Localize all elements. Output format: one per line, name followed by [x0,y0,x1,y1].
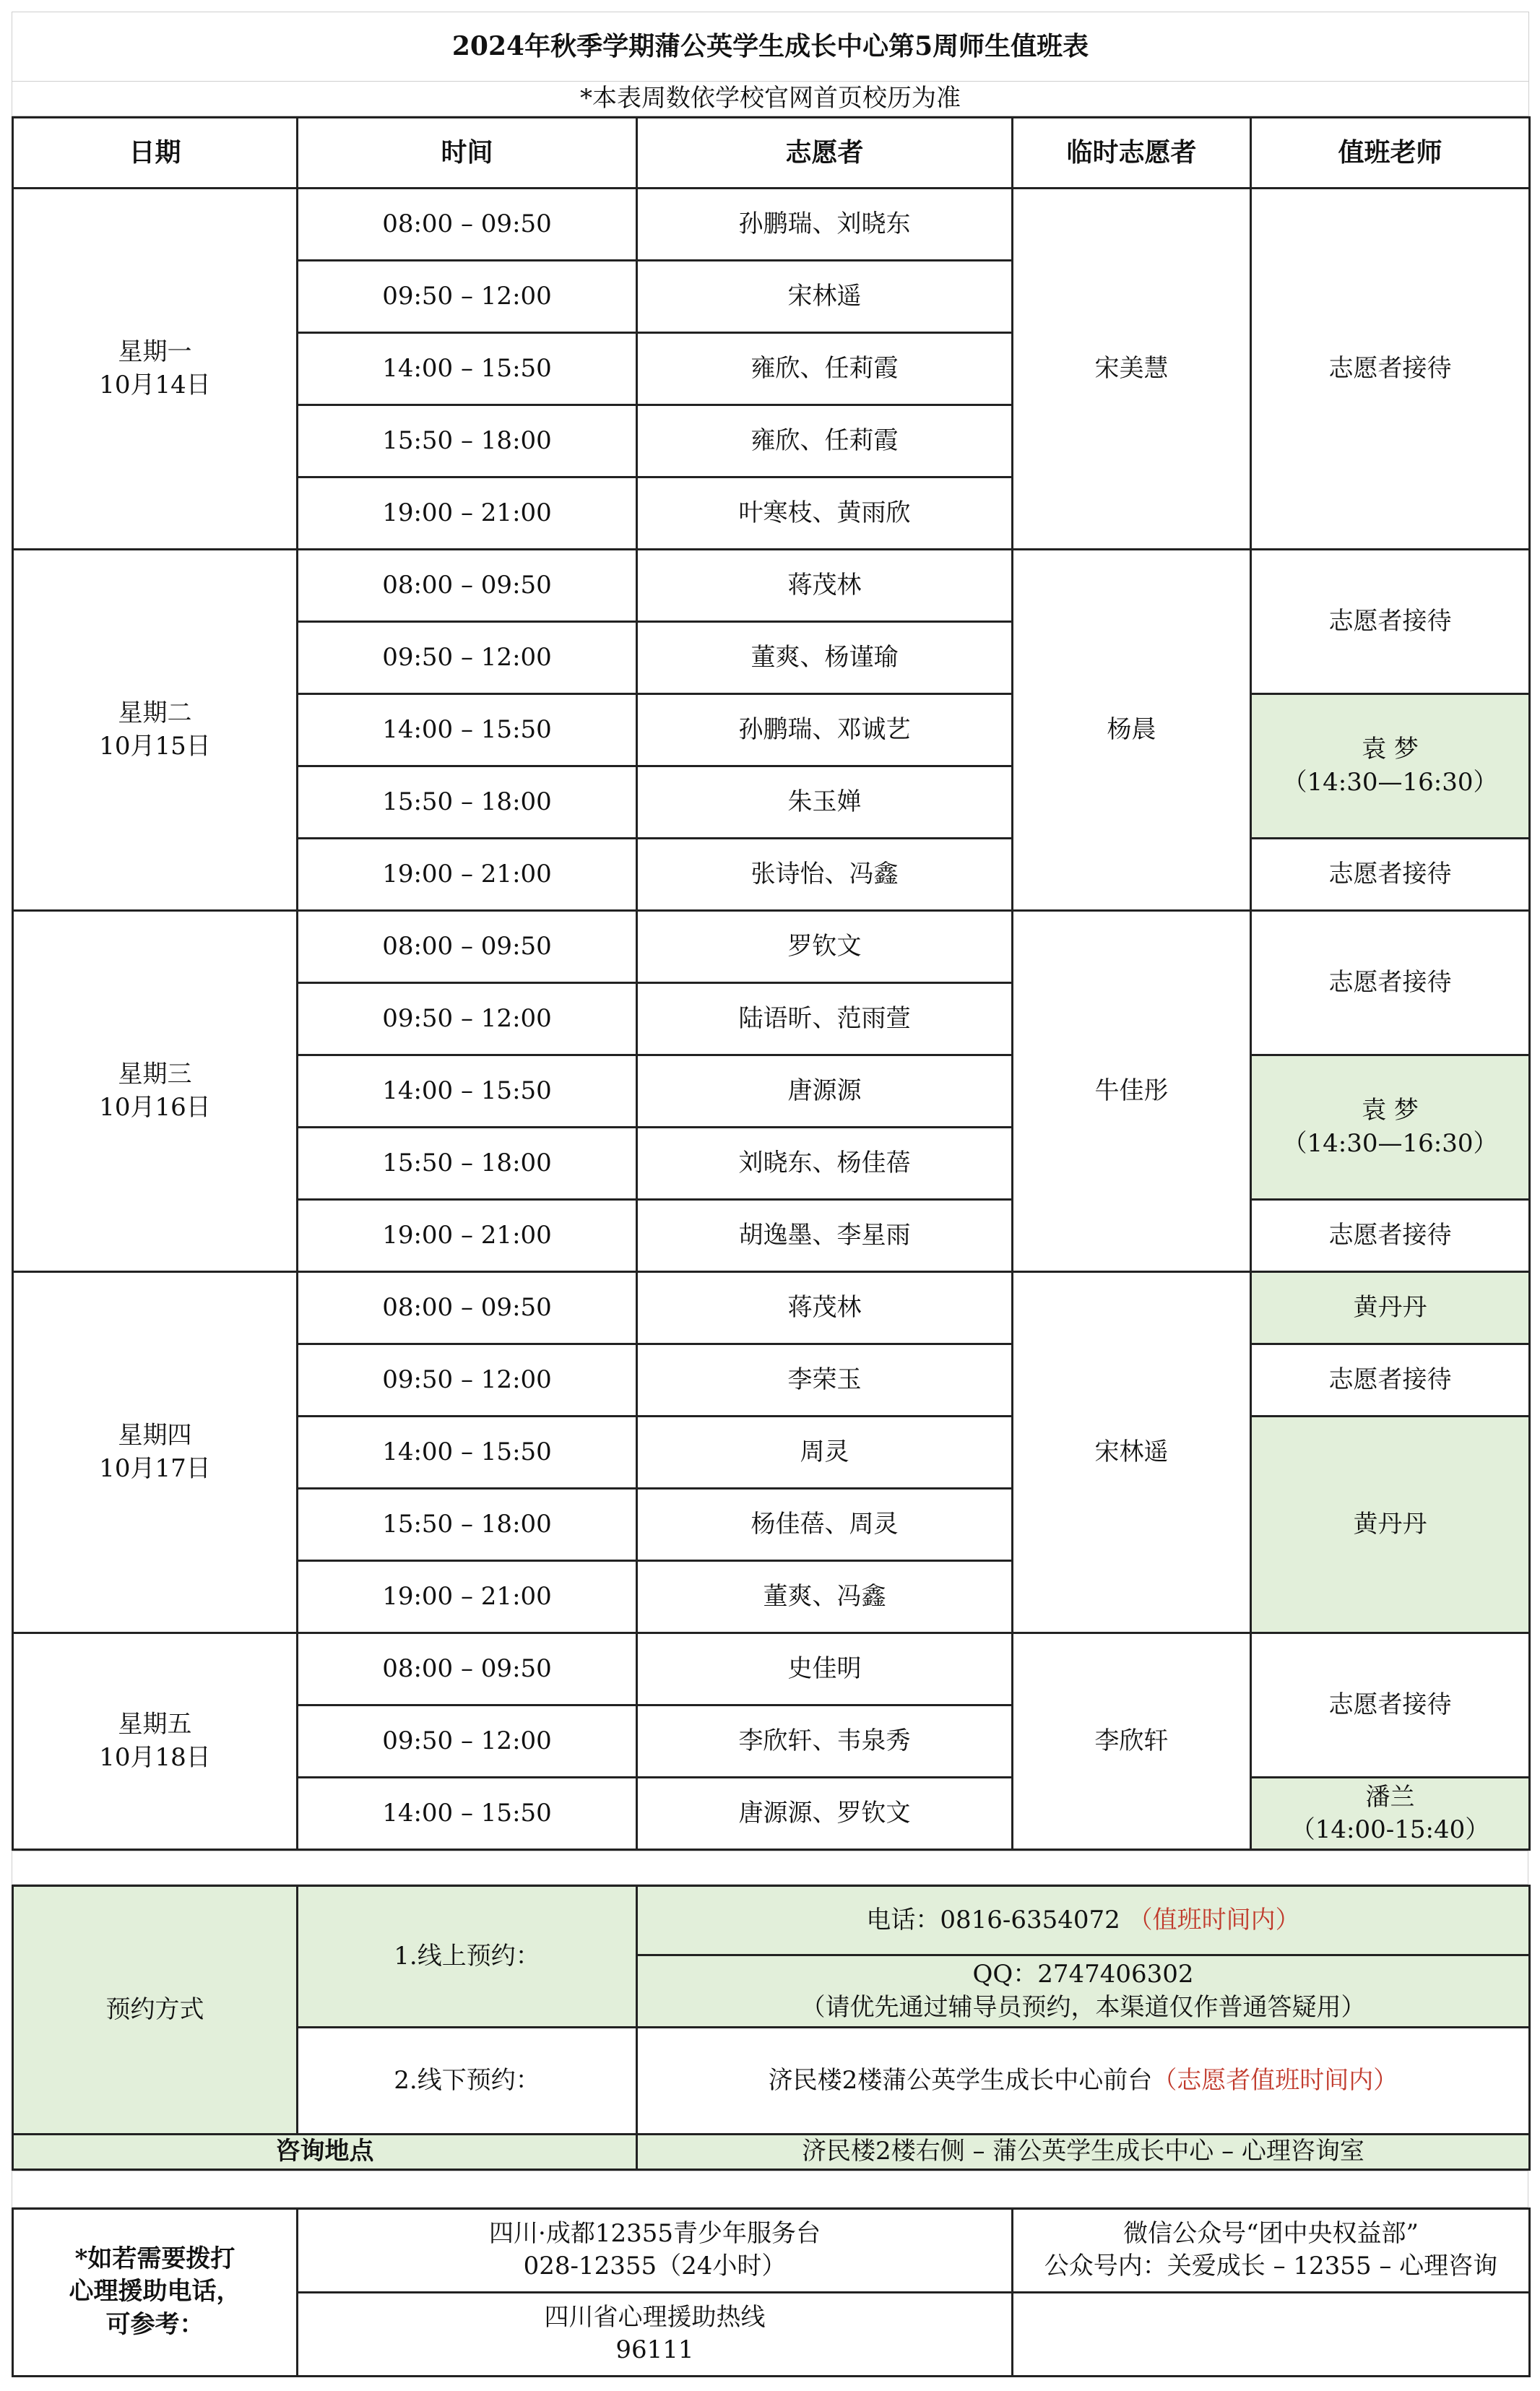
spacer [12,1851,1528,1885]
volunteer-cell: 唐源源 [637,1055,1013,1128]
hotline-item: 微信公众号“团中央权益部” 公众号内：关爱成长 – 12355 – 心理咨询 [1013,2208,1530,2292]
time-cell: 09:50 – 12:00 [298,983,637,1055]
time-cell: 19:00 – 21:00 [298,839,637,911]
note-text: *本表周数依学校官网首页校历为准 [12,82,1529,116]
table-row [13,1272,1530,1344]
volunteer-cell: 宋林遥 [637,261,1013,333]
teacher-cell: 袁 梦 （14:30—16:30） [1251,1055,1530,1200]
hotline-item: 四川·成都12355青少年服务台 028-12355（24小时） [298,2208,1013,2292]
volunteer-cell: 罗钦文 [637,911,1013,983]
qq-booking: QQ：2747406302 （请优先通过辅导员预约，本渠道仅作普通答疑用） [637,1955,1530,2028]
location-value: 济民楼2楼右侧 – 蒲公英学生成长中心 – 心理咨询室 [637,2135,1530,2170]
volunteer-cell: 朱玉婵 [637,766,1013,839]
day-cell: 星期三 10月16日 [13,911,298,1272]
page-title: 2024年秋季学期蒲公英学生成长中心第5周师生值班表 [12,12,1529,82]
header-time: 时间 [298,118,637,189]
volunteer-cell: 刘晓东、杨佳蓓 [637,1128,1013,1200]
booking-table [12,1885,1531,2171]
table-row [13,189,1530,261]
volunteer-cell: 张诗怡、冯鑫 [637,839,1013,911]
volunteer-cell: 蒋茂林 [637,550,1013,622]
header-volunteer: 志愿者 [637,118,1013,189]
volunteer-cell: 陆语昕、范雨萱 [637,983,1013,1055]
teacher-cell: 志愿者接待 [1251,1344,1530,1417]
time-cell: 09:50 – 12:00 [298,1705,637,1778]
time-cell: 08:00 – 09:50 [298,1272,637,1344]
empty-cell [1013,2292,1530,2376]
teacher-cell: 志愿者接待 [1251,550,1530,694]
time-cell: 08:00 – 09:50 [298,911,637,983]
booking-label: 预约方式 [13,1886,298,2135]
volunteer-cell: 董爽、杨谨瑜 [637,622,1013,694]
time-cell: 08:00 – 09:50 [298,1633,637,1705]
time-cell: 08:00 – 09:50 [298,550,637,622]
location-label: 咨询地点 [13,2135,637,2170]
volunteer-cell: 李欣轩、韦泉秀 [637,1705,1013,1778]
teacher-cell: 潘兰 （14:00-15:40） [1251,1778,1530,1850]
time-cell: 15:50 – 18:00 [298,405,637,477]
time-cell: 09:50 – 12:00 [298,261,637,333]
title-table [12,12,1529,116]
time-cell: 09:50 – 12:00 [298,1344,637,1417]
table-row [13,1633,1530,1705]
time-cell: 14:00 – 15:50 [298,694,637,766]
volunteer-cell: 史佳明 [637,1633,1013,1705]
time-cell: 14:00 – 15:50 [298,1055,637,1128]
volunteer-cell: 孙鹏瑞、刘晓东 [637,189,1013,261]
time-cell: 19:00 – 21:00 [298,1200,637,1272]
temp-volunteer-cell: 宋林遥 [1013,1272,1251,1633]
online-booking-label: 1.线上预约： [298,1886,637,2028]
teacher-cell: 志愿者接待 [1251,1200,1530,1272]
teacher-cell: 志愿者接待 [1251,839,1530,911]
volunteer-cell: 董爽、冯鑫 [637,1561,1013,1633]
teacher-cell: 志愿者接待 [1251,911,1530,1055]
day-cell: 星期四 10月17日 [13,1272,298,1633]
time-cell: 19:00 – 21:00 [298,1561,637,1633]
temp-volunteer-cell: 宋美慧 [1013,189,1251,550]
time-cell: 15:50 – 18:00 [298,1128,637,1200]
volunteer-cell: 孙鹏瑞、邓诚艺 [637,694,1013,766]
teacher-cell: 袁 梦 （14:30—16:30） [1251,694,1530,839]
header-temp-volunteer: 临时志愿者 [1013,118,1251,189]
day-cell: 星期五 10月18日 [13,1633,298,1850]
volunteer-cell: 雍欣、任莉霞 [637,333,1013,405]
teacher-cell: 黄丹丹 [1251,1417,1530,1633]
volunteer-cell: 唐源源、罗钦文 [637,1778,1013,1850]
volunteer-cell: 李荣玉 [637,1344,1013,1417]
volunteer-cell: 雍欣、任莉霞 [637,405,1013,477]
temp-volunteer-cell: 牛佳彤 [1013,911,1251,1272]
day-cell: 星期二 10月15日 [13,550,298,911]
teacher-cell: 黄丹丹 [1251,1272,1530,1344]
day-cell: 星期一 10月14日 [13,189,298,550]
time-cell: 14:00 – 15:50 [298,1778,637,1850]
duty-schedule-page [12,12,1528,2377]
header-date: 日期 [13,118,298,189]
time-cell: 14:00 – 15:50 [298,333,637,405]
time-cell: 19:00 – 21:00 [298,477,637,550]
volunteer-cell: 胡逸墨、李星雨 [637,1200,1013,1272]
header-row [13,118,1530,189]
temp-volunteer-cell: 李欣轩 [1013,1633,1251,1850]
teacher-cell: 志愿者接待 [1251,189,1530,550]
teacher-cell: 志愿者接待 [1251,1633,1530,1778]
volunteer-cell: 杨佳蓓、周灵 [637,1489,1013,1561]
time-cell: 14:00 – 15:50 [298,1417,637,1489]
time-cell: 08:00 – 09:50 [298,189,637,261]
volunteer-cell: 蒋茂林 [637,1272,1013,1344]
table-row [13,550,1530,622]
phone-booking: 电话：0816-6354072 （值班时间内） [637,1886,1530,1955]
hotline-table [12,2208,1531,2377]
schedule-table [12,116,1531,1851]
temp-volunteer-cell: 杨晨 [1013,550,1251,911]
time-cell: 15:50 – 18:00 [298,1489,637,1561]
time-cell: 15:50 – 18:00 [298,766,637,839]
time-cell: 09:50 – 12:00 [298,622,637,694]
offline-booking-label: 2.线下预约： [298,2028,637,2135]
hotline-label: *如若需要拨打 心理援助电话， 可参考： [13,2208,298,2376]
volunteer-cell: 叶寒枝、黄雨欣 [637,477,1013,550]
offline-booking: 济民楼2楼蒲公英学生成长中心前台（志愿者值班时间内） [637,2028,1530,2135]
spacer [12,2171,1528,2208]
header-teacher: 值班老师 [1251,118,1530,189]
hotline-item: 四川省心理援助热线 96111 [298,2292,1013,2376]
volunteer-cell: 周灵 [637,1417,1013,1489]
table-row [13,911,1530,983]
